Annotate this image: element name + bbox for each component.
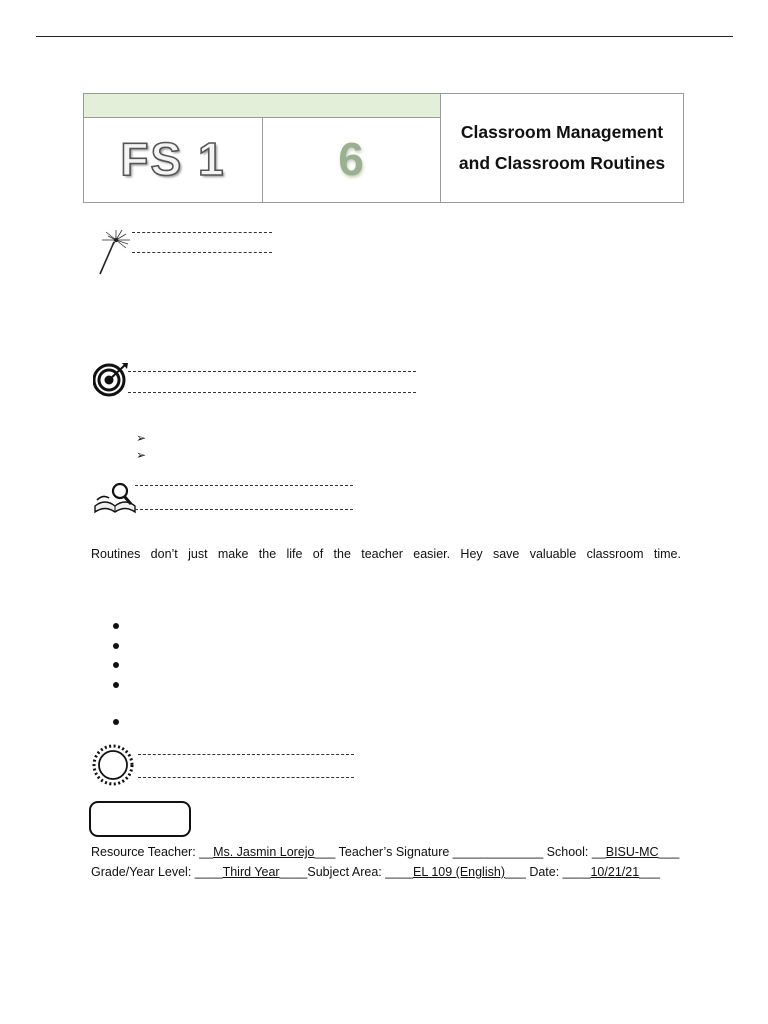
episode-title-line1: Classroom Management (460, 122, 664, 142)
top-rule (36, 36, 733, 37)
target-icon (93, 362, 129, 398)
section2-line-top (128, 371, 416, 372)
course-cell (84, 94, 263, 202)
bullet-2 (113, 643, 119, 649)
resource-teacher-line (91, 845, 679, 859)
grade-subject-date-line (91, 865, 660, 879)
section4-line-top (138, 754, 354, 755)
course-cell-band (84, 94, 262, 118)
list-arrow-2: ➢ (136, 448, 147, 462)
date-label: ___ Date: ____ (504, 865, 591, 879)
section3-line-bottom (135, 509, 353, 510)
list-arrow-1: ➢ (136, 431, 147, 445)
signature-school-label: ___ Teacher’s Signature _____________ School: __ (314, 845, 606, 859)
episode-cell-band (262, 94, 440, 118)
school-suffix: ___ (658, 845, 680, 859)
date-value: 10/21/21 (590, 865, 640, 879)
resource-teacher-value: Ms. Jasmin Lorejo (213, 845, 315, 859)
episode-header-table (83, 93, 684, 203)
sparkler-icon (92, 228, 134, 276)
section3-line-top (135, 485, 353, 486)
bullet-4 (113, 682, 119, 688)
subject-value: EL 109 (English) (413, 865, 505, 879)
label-box (89, 801, 191, 837)
grade-label: Grade/Year Level: ____ (91, 865, 223, 879)
intro-paragraph: Routines don’t just make the life of the teacher easier. Hey save valuable classroom time. (91, 547, 681, 561)
episode-title (441, 94, 683, 202)
school-value: BISU-MC (605, 845, 659, 859)
grade-value: Third Year (222, 865, 280, 879)
circular-text-badge-icon (90, 744, 136, 786)
section1-line-bottom (132, 252, 272, 253)
section1-line-top (132, 232, 272, 233)
bullet-3 (113, 662, 119, 668)
subject-label: ____Subject Area: ____ (279, 865, 414, 879)
bullet-5 (113, 719, 119, 725)
episode-cell (262, 94, 441, 202)
bullet-1 (113, 623, 119, 629)
episode-number: 6 (338, 133, 364, 185)
section4-line-bottom (138, 777, 354, 778)
episode-title-line2: and Classroom Routines (458, 153, 666, 173)
resource-teacher-label: Resource Teacher: __ (91, 845, 214, 859)
date-suffix: ___ (639, 865, 661, 879)
book-magnifier-icon (93, 480, 137, 516)
section2-line-bottom (128, 392, 416, 393)
course-code: FS 1 (120, 133, 226, 185)
